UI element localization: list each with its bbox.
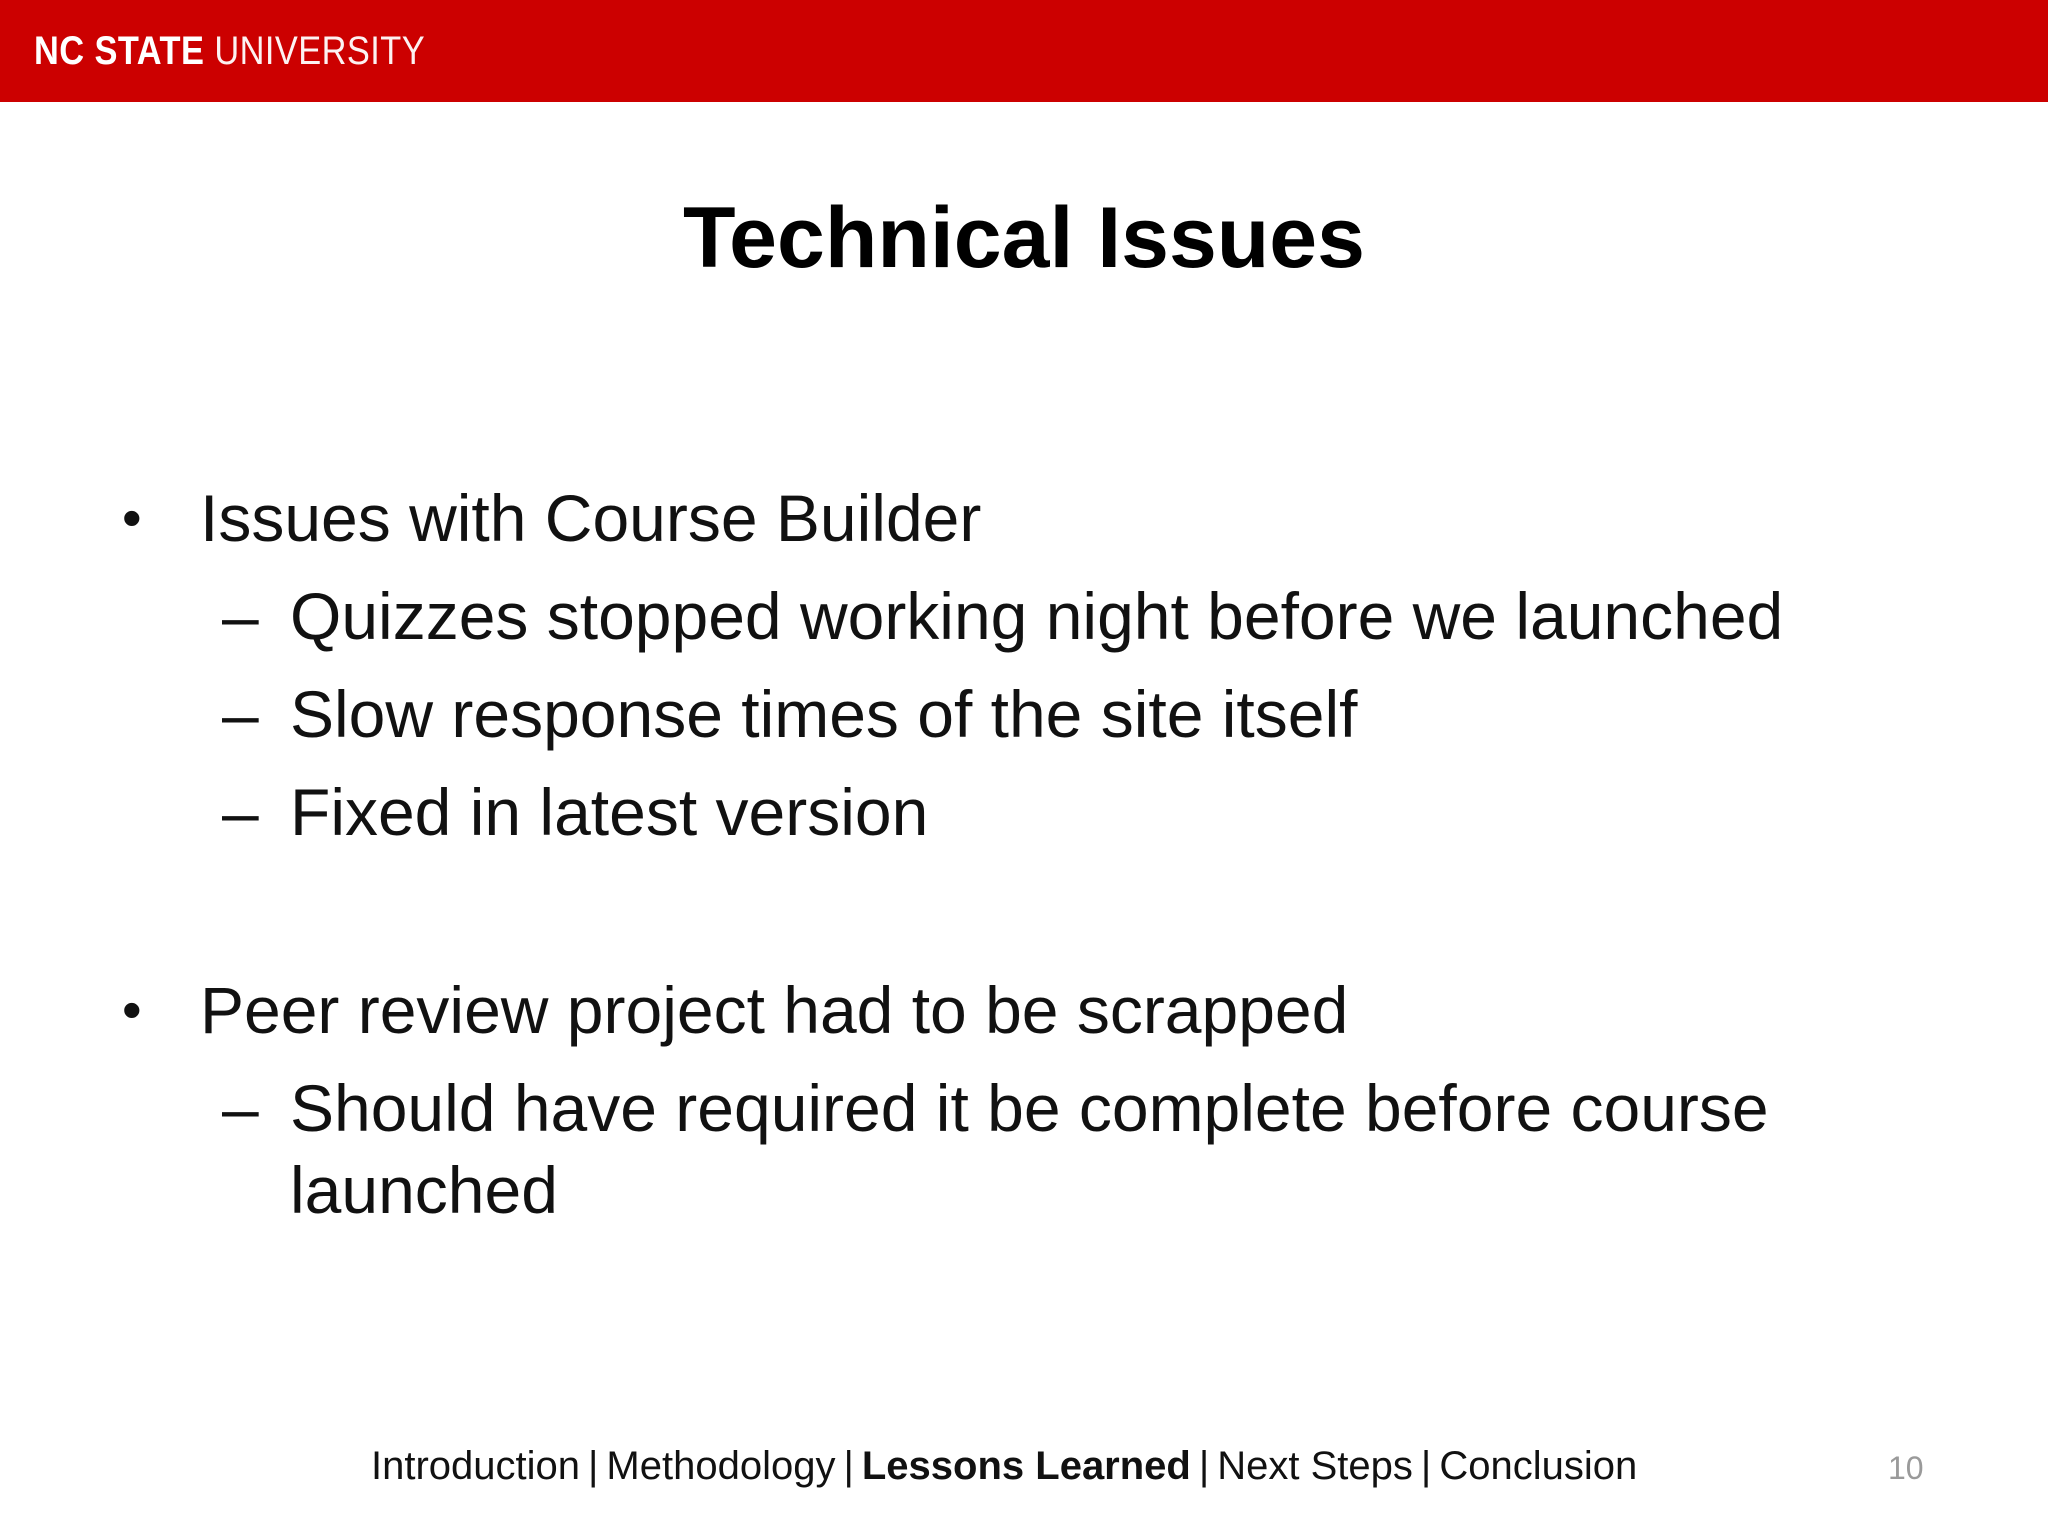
nav-separator: | (588, 1444, 599, 1488)
nav-separator: | (1198, 1444, 1210, 1488)
logo-bold-text: NC STATE (34, 29, 205, 73)
nav-conclusion: Conclusion (1439, 1444, 1638, 1488)
bullet-glyph: • (122, 486, 142, 549)
nav-methodology: Methodology (606, 1444, 836, 1488)
bullet-item: Peer review project had to be scrapped (200, 973, 1349, 1047)
nav-introduction: Introduction (371, 1444, 581, 1488)
sub-item: Quizzes stopped working night before we launched (290, 579, 1784, 653)
bullet-glyph: • (122, 978, 142, 1041)
dash-glyph: – (222, 677, 259, 751)
dash-glyph: – (222, 1071, 259, 1145)
nav-separator: | (1420, 1444, 1432, 1488)
nav-next-steps: Next Steps (1217, 1444, 1413, 1488)
slide-title: Technical Issues (683, 190, 1365, 286)
sub-item: Should have required it be complete before course (290, 1071, 1769, 1145)
sub-item: Fixed in latest version (290, 775, 929, 849)
dash-glyph: – (222, 579, 259, 653)
nav-separator: | (843, 1444, 854, 1488)
sub-item: Slow response times of the site itself (290, 677, 1358, 751)
bullet-item: Issues with Course Builder (200, 481, 982, 555)
logo-light-text: UNIVERSITY (214, 29, 426, 73)
dash-glyph: – (222, 775, 259, 849)
page-number: 10 (1888, 1450, 1924, 1486)
nav-lessons-learned: Lessons Learned (861, 1444, 1191, 1488)
section-nav-footer (371, 1442, 1637, 1490)
sub-item-continuation: launched (290, 1153, 558, 1227)
